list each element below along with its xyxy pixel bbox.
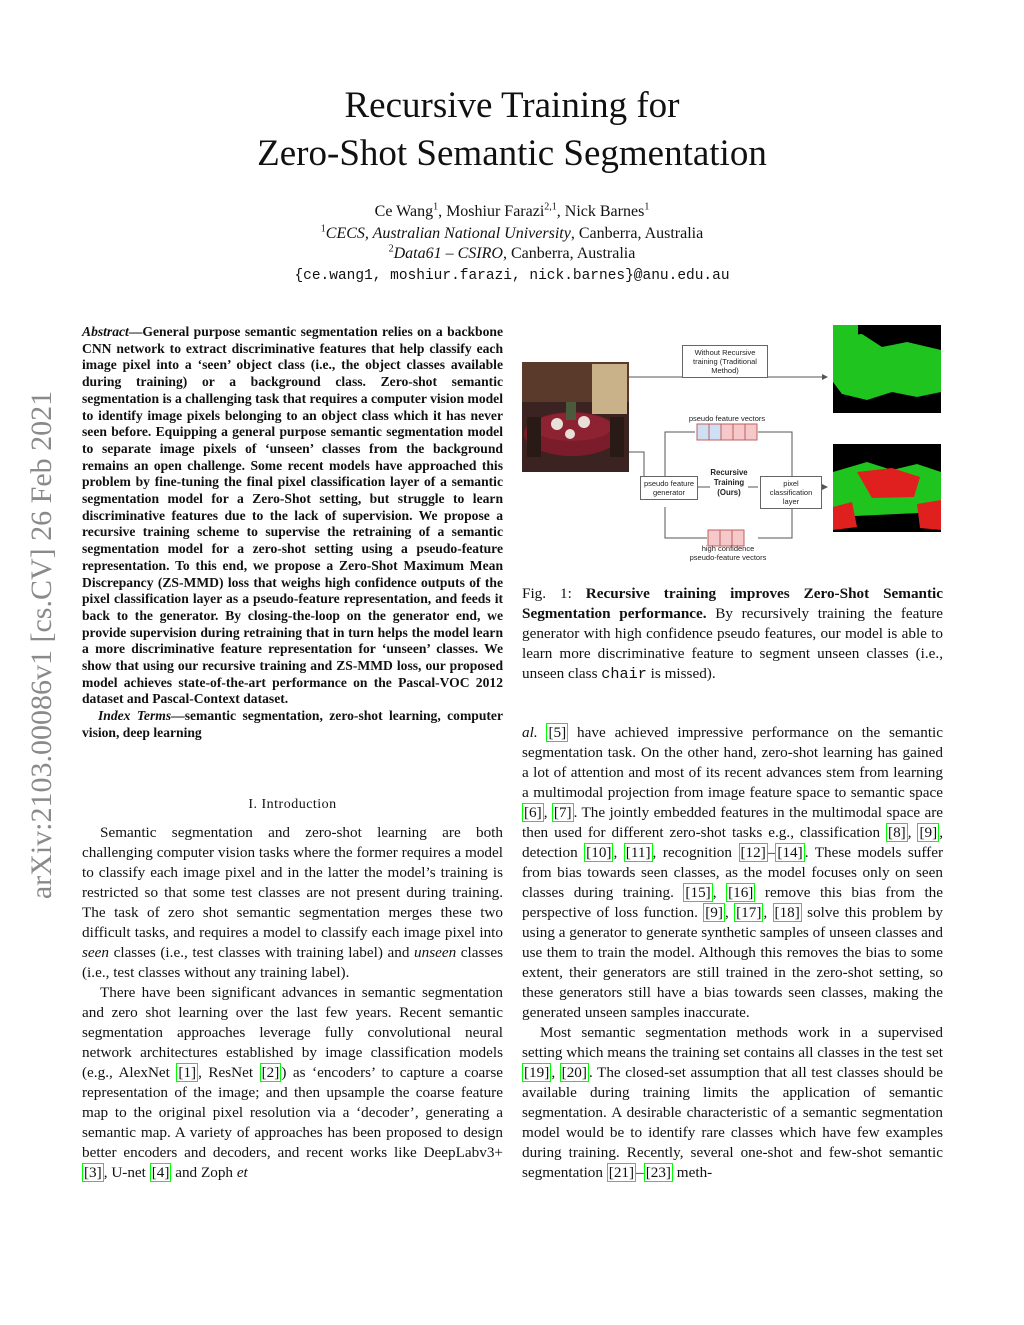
caption-bold: Recursive training improves Zero-Shot Semantic Segmentation performance. (522, 585, 943, 622)
citation-link[interactable]: [14] (777, 844, 803, 861)
without-recursive-box: Without Recursive training (Traditional Method) (682, 345, 768, 378)
author-emails: {ce.wang1, moshiur.farazi, nick.barnes}@anu.edu.au (294, 268, 730, 284)
citation-link[interactable]: [21] (608, 1164, 635, 1181)
citation-link[interactable]: [16] (728, 884, 754, 901)
figure-1 (522, 322, 946, 572)
affiliation-institution: Data61 – CSIRO (393, 245, 503, 262)
high-confidence-label: high confidence pseudo-feature vectors (689, 544, 767, 562)
segmentation-output-traditional (833, 325, 941, 413)
author-name: Moshiur Farazi (446, 203, 545, 220)
pseudo-feature-vectors (697, 424, 757, 440)
author-sup: 1 (433, 201, 439, 213)
affiliation-location: , Canberra, Australia (570, 225, 704, 242)
citation-link[interactable]: [18] (774, 904, 800, 921)
pixel-classification-box: pixel classification layer (760, 476, 822, 509)
citation-link[interactable]: [11] (625, 844, 651, 861)
abstract (82, 324, 503, 742)
abstract-label: Abstract (82, 324, 129, 339)
section-heading: I. Introduction (248, 797, 337, 812)
arxiv-identifier: arXiv:2103.00086v1 [cs.CV] 26 Feb 2021 (25, 390, 58, 900)
intro-paragraph-1: Semantic segmentation and zero-shot learning are both challenging computer vision tasks where the former requires a model to classify each image pixel and in the latter the model’s training is restricted so that some test classes are not present during training. The task of zero shot semantic segmentation merges these two difficult tasks, and requires a model to classify each image pixel into seen classes (i.e., test classes with training label) and unseen classes (i.e., test classes without any training label). (82, 824, 503, 981)
affiliation-institution: CECS, Australian National University (325, 225, 571, 242)
citation-link[interactable]: [10] (586, 844, 612, 861)
caption-label: Fig. 1: (522, 585, 586, 602)
figure-caption: Fig. 1: Recursive training improves Zero-Shot Semantic Segmentation performance. By recursively training the feature generator with high confidence pseudo features, our model is able to learn more discriminative feature to segment unseen classes (i.e., unseen class chair is missed). (522, 585, 943, 683)
diagram-arrows (629, 377, 827, 538)
recursive-training-label: Recursive Training (Ours) (710, 468, 748, 497)
affiliation-sup: 1 (320, 223, 326, 235)
author-name: Nick Barnes (564, 203, 645, 220)
citation-link[interactable]: [15] (685, 884, 711, 901)
intro-paragraph-2: There have been significant advances in semantic segmentation and zero shot learning over the last few years. Recent semantic segmentation approaches leverage fully convolutional neural network architectures established by image classification models (e.g., AlexNet [1] , ResNet [2] ) as ‘encoders’ to capture a coarse representation of the image; and then upsample the coarse feature map to the original pixel resolution via a ‘decoder’, generating a semantic map. A variety of approaches has been proposed to design better encoders and decoders, and recent works like DeepLabv3+ [3] , U-net [4] and Zoph et (82, 984, 503, 1181)
author-sup: 1 (644, 201, 650, 213)
citation-link[interactable]: [5] (548, 724, 567, 741)
citation-link[interactable]: [12] (740, 844, 766, 861)
paper-title (0, 82, 1024, 178)
pseudo-feature-generator-box: pseudo feature generator (640, 476, 698, 500)
title-line-2: Zero-Shot Semantic Segmentation (257, 133, 767, 174)
citation-link[interactable]: [19] (524, 1064, 550, 1081)
intro-left-column (82, 823, 503, 1183)
citation-link[interactable]: [17] (736, 904, 762, 921)
citation-link[interactable]: [20] (561, 1064, 587, 1081)
affiliation-sup: 2 (388, 243, 394, 255)
index-terms-text: —semantic segmentation, zero-shot learning, computer vision, deep learning (82, 708, 504, 740)
input-image (522, 362, 629, 472)
caption-code: chair (601, 665, 647, 683)
citation-link[interactable]: [6] (524, 804, 542, 821)
intro-right-column (522, 723, 943, 1183)
author-list: Ce Wang$^1$, Moshiur Farazi$^{2,1}$, Nick Barnes$^1$ (374, 201, 650, 220)
right-paragraph-1: al. [5] have achieved impressive performance on the semantic segmentation task. On the other hand, zero-shot learning has gained a lot of attention and most of its recent advances stem from learning a multimodal projection from image feature space to semantic space [6] , [7] . The jointly embedded features in the multimodal space are then used for different zero-shot tasks e.g., classification [8] , [9] , detection [10] , [11] , recognition [12] – [14] . These models suffer from bias towards seen classes, as the model focuses only on seen classes during training. [15] , [16] remove this bias from the perspective of loss function. [9] , [17] , [18] solve this problem by using a generator to generate synthetic samples of unseen classes and use them to train the model. Although this removes the bias to some extent, their generators are still trained in the zero-shot setting, so these generators still have a bias towards seen classes, making the generated unseen samples inaccurate. (522, 724, 944, 1021)
citation-link[interactable]: [9] (705, 904, 723, 921)
citation-link[interactable]: [2] (261, 1064, 280, 1081)
citation-link[interactable]: [4] (151, 1164, 170, 1181)
abstract-text: —General purpose semantic segmentation relies on a backbone CNN network to extract discriminative features that help classify each image pixel into a ‘seen’ object class (i.e., the object classes available during training) or a background class. Zero-shot semantic segmentation is a challenging task that requires a computer vision model to identify image pixels belonging to an object class which it has never seen before. Equipping a general purpose semantic segmentation model to separate image pixels of ‘unseen’ classes from the background remains an open challenge. Some recent models have approached this problem by fine-tuning the final pixel classification layer of a semantic segmentation model for a Zero-Shot setting, but struggle to learn discriminative features due to the lack of supervision. We propose a recursive training scheme to supervise the retraining of a semantic segmentation model for a zero-shot setting using a pseudo-feature representation. To this end, we propose a Zero-Shot Maximum Mean Discrepancy (ZS-MMD) loss that weighs high confidence outputs of the pixel classification layer as a pseudo-feature representation, and feeds it back to the generator. By closing-the-loop on the generator end, we provide supervision during retraining that in turn helps the model learn a more discriminative feature representation for ‘unseen’ classes. We show that using our recursive training and ZS-MMD loss, our proposed model achieves state-of-the-art performance on the Pascal-VOC 2012 dataset and Pascal-Context dataset. (82, 324, 503, 707)
citation-link[interactable]: [23] (645, 1164, 671, 1181)
citation-link[interactable]: [8] (888, 824, 906, 841)
pseudo-vectors-label: pseudo feature vectors (688, 414, 766, 423)
affiliation-1 (0, 224, 1024, 244)
author-name: Ce Wang (374, 203, 434, 220)
citation-link[interactable]: [7] (553, 804, 572, 821)
affiliation-2 (0, 244, 1024, 264)
right-paragraph-2: Most semantic segmentation methods work in a supervised setting which means the training set contains all classes in the test set [19] , [20] . The closed-set assumption that all test classes should be available during training limits the application of semantic segmentation. A desirable characteristic of a semantic segmentation model would be to identify rare classes which have few examples during training. Recently, several one-shot and few-shot semantic segmentation [21] – [23] meth- (522, 1024, 943, 1181)
citation-link[interactable]: [1] (178, 1064, 197, 1081)
citation-link[interactable]: [3] (84, 1164, 102, 1181)
affiliation-location: , Canberra, Australia (502, 245, 636, 262)
segmentation-output-recursive (833, 444, 941, 532)
title-line-1: Recursive Training for (344, 85, 680, 126)
author-sup: 2,1 (544, 201, 557, 213)
citation-link[interactable]: [9] (919, 824, 938, 841)
index-terms-label: Index Terms (98, 708, 172, 724)
